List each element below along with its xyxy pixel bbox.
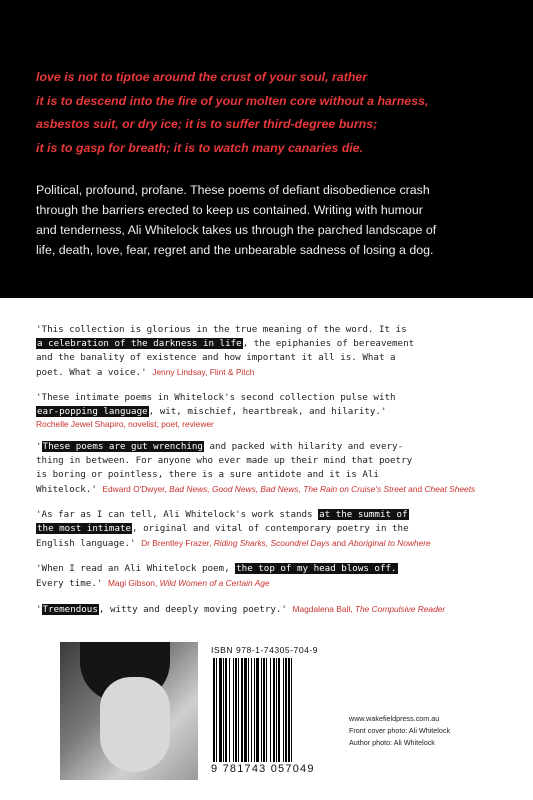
attribution-name: Edward O'Dwyer, — [102, 484, 170, 494]
author-face — [100, 677, 170, 772]
review-line: and the banality of existence and how important it all is. What a — [36, 352, 396, 363]
quote-line: it is to gasp for breath; it is to watch many canaries die. — [36, 140, 364, 155]
review-line — [36, 508, 506, 522]
review-line — [36, 365, 506, 380]
quote-line: it is to descend into the fire of your molten core without a harness, — [36, 93, 429, 108]
attribution-works: Aboriginal to Nowhere — [348, 538, 431, 548]
attribution-works: Bad News, Good News, Bad News, The Rain on Cruise's Street — [169, 484, 406, 494]
highlighted-phrase: Tremendous — [42, 604, 98, 615]
review-line — [36, 405, 506, 419]
review-attribution — [108, 578, 270, 588]
front-cover-credit: Front cover photo: Ali Whitelock — [349, 726, 451, 735]
review-line: is boring or pointless, there is a sure antidote and it is Ali — [36, 469, 379, 480]
barcode-number: 9 781743 057049 — [211, 763, 315, 775]
review-line — [36, 482, 506, 497]
review-attribution — [102, 484, 475, 494]
author-photo — [60, 642, 198, 780]
attribution-and: and — [405, 484, 425, 494]
review-attribution: Rochelle Jewel Shapiro, novelist, poet, reviewer — [36, 419, 214, 429]
attribution-name: Dr Brentley Frazer, — [141, 538, 214, 548]
review-line — [36, 440, 506, 454]
review-text: Whitelock.' — [36, 484, 97, 495]
author-photo-credit: Author photo: Ali Whitelock — [349, 738, 435, 747]
review-line: thing in between. For anyone who ever made up their mind that poetry — [36, 455, 413, 466]
review-text: , wit, mischief, heartbreak, and hilarity.' — [148, 406, 387, 417]
review-attribution — [293, 604, 446, 614]
blurb-line: through the barriers erected to keep us contained. Writing with humour — [36, 203, 423, 217]
review-shapiro — [36, 391, 506, 429]
barcode-icon — [211, 658, 329, 762]
review-text: Every time.' — [36, 578, 103, 589]
blurb-line: life, death, love, fear, regret and the unbearable sadness of losing a dog. — [36, 243, 434, 257]
review-text: 'When I read an Ali Whitelock poem, — [36, 563, 236, 574]
isbn-label: ISBN 978-1-74305-704-9 — [211, 645, 319, 655]
review-text: , the epiphanies of bereavement — [242, 338, 415, 349]
attribution-and: and — [329, 538, 349, 548]
review-line — [36, 562, 506, 576]
blurb-line: and tenderness, Ali Whitelock takes us through the parched landscape of — [36, 223, 437, 237]
attribution-name: Magi Gibson, — [107, 578, 160, 588]
review-line: 'These intimate poems in Whitelock's second collection pulse with — [36, 392, 396, 403]
review-text: ' — [36, 604, 42, 615]
review-frazer — [36, 508, 506, 551]
review-lindsay — [36, 323, 506, 380]
attribution-name: Magdalena Ball, — [292, 604, 355, 614]
review-line — [36, 602, 506, 617]
blurb-line: Political, profound, profane. These poems of defiant disobedience crash — [36, 183, 430, 197]
attribution-works: Cheat Sheets — [424, 484, 476, 494]
highlighted-phrase: the top of my head blows off. — [236, 563, 397, 574]
book-blurb — [36, 180, 506, 260]
epigraph-quote — [36, 66, 506, 160]
highlighted-phrase: the most intimate — [37, 523, 132, 534]
attribution-works: Riding Sharks, Scoundrel Days — [213, 538, 330, 548]
attribution-works: Wild Women of a Certain Age — [159, 578, 270, 588]
review-text: ' — [36, 441, 42, 452]
review-ball — [36, 602, 506, 617]
review-line — [36, 536, 506, 551]
publisher-credits — [349, 713, 450, 749]
highlighted-phrase: at the summit of — [319, 509, 408, 520]
review-text: 'As far as I can tell, Ali Whitelock's work stands — [36, 509, 319, 520]
publisher-website: www.wakefieldpress.com.au — [349, 714, 440, 723]
review-gibson — [36, 562, 506, 591]
review-attribution: Jenny Lindsay, Flint & Pitch — [152, 367, 255, 377]
review-list — [36, 323, 506, 628]
review-odwyer — [36, 440, 506, 497]
review-text: poet. What a voice.' — [36, 367, 147, 378]
attribution-works: The Compulsive Reader — [354, 604, 446, 614]
quote-line: love is not to tiptoe around the crust of your soul, rather — [36, 70, 368, 84]
review-text: English language.' — [36, 538, 136, 549]
review-text: , original and vital of contemporary poetry in the — [132, 523, 409, 534]
highlighted-phrase: These poems are gut wrenching — [42, 441, 203, 452]
review-line — [36, 337, 506, 351]
review-text: and packed with hilarity and every- — [203, 441, 404, 452]
review-line — [36, 576, 506, 591]
review-text: , witty and deeply moving poetry.' — [98, 604, 287, 615]
review-attribution — [141, 538, 431, 548]
highlighted-phrase: a celebration of the darkness in life — [37, 338, 242, 349]
top-black-panel — [0, 0, 533, 298]
highlighted-phrase: ear-popping language — [37, 406, 148, 417]
quote-line: asbestos suit, or dry ice; it is to suffer third-degree burns; — [36, 117, 378, 131]
review-line: 'This collection is glorious in the true meaning of the word. It is — [36, 324, 407, 335]
review-line — [36, 522, 506, 536]
